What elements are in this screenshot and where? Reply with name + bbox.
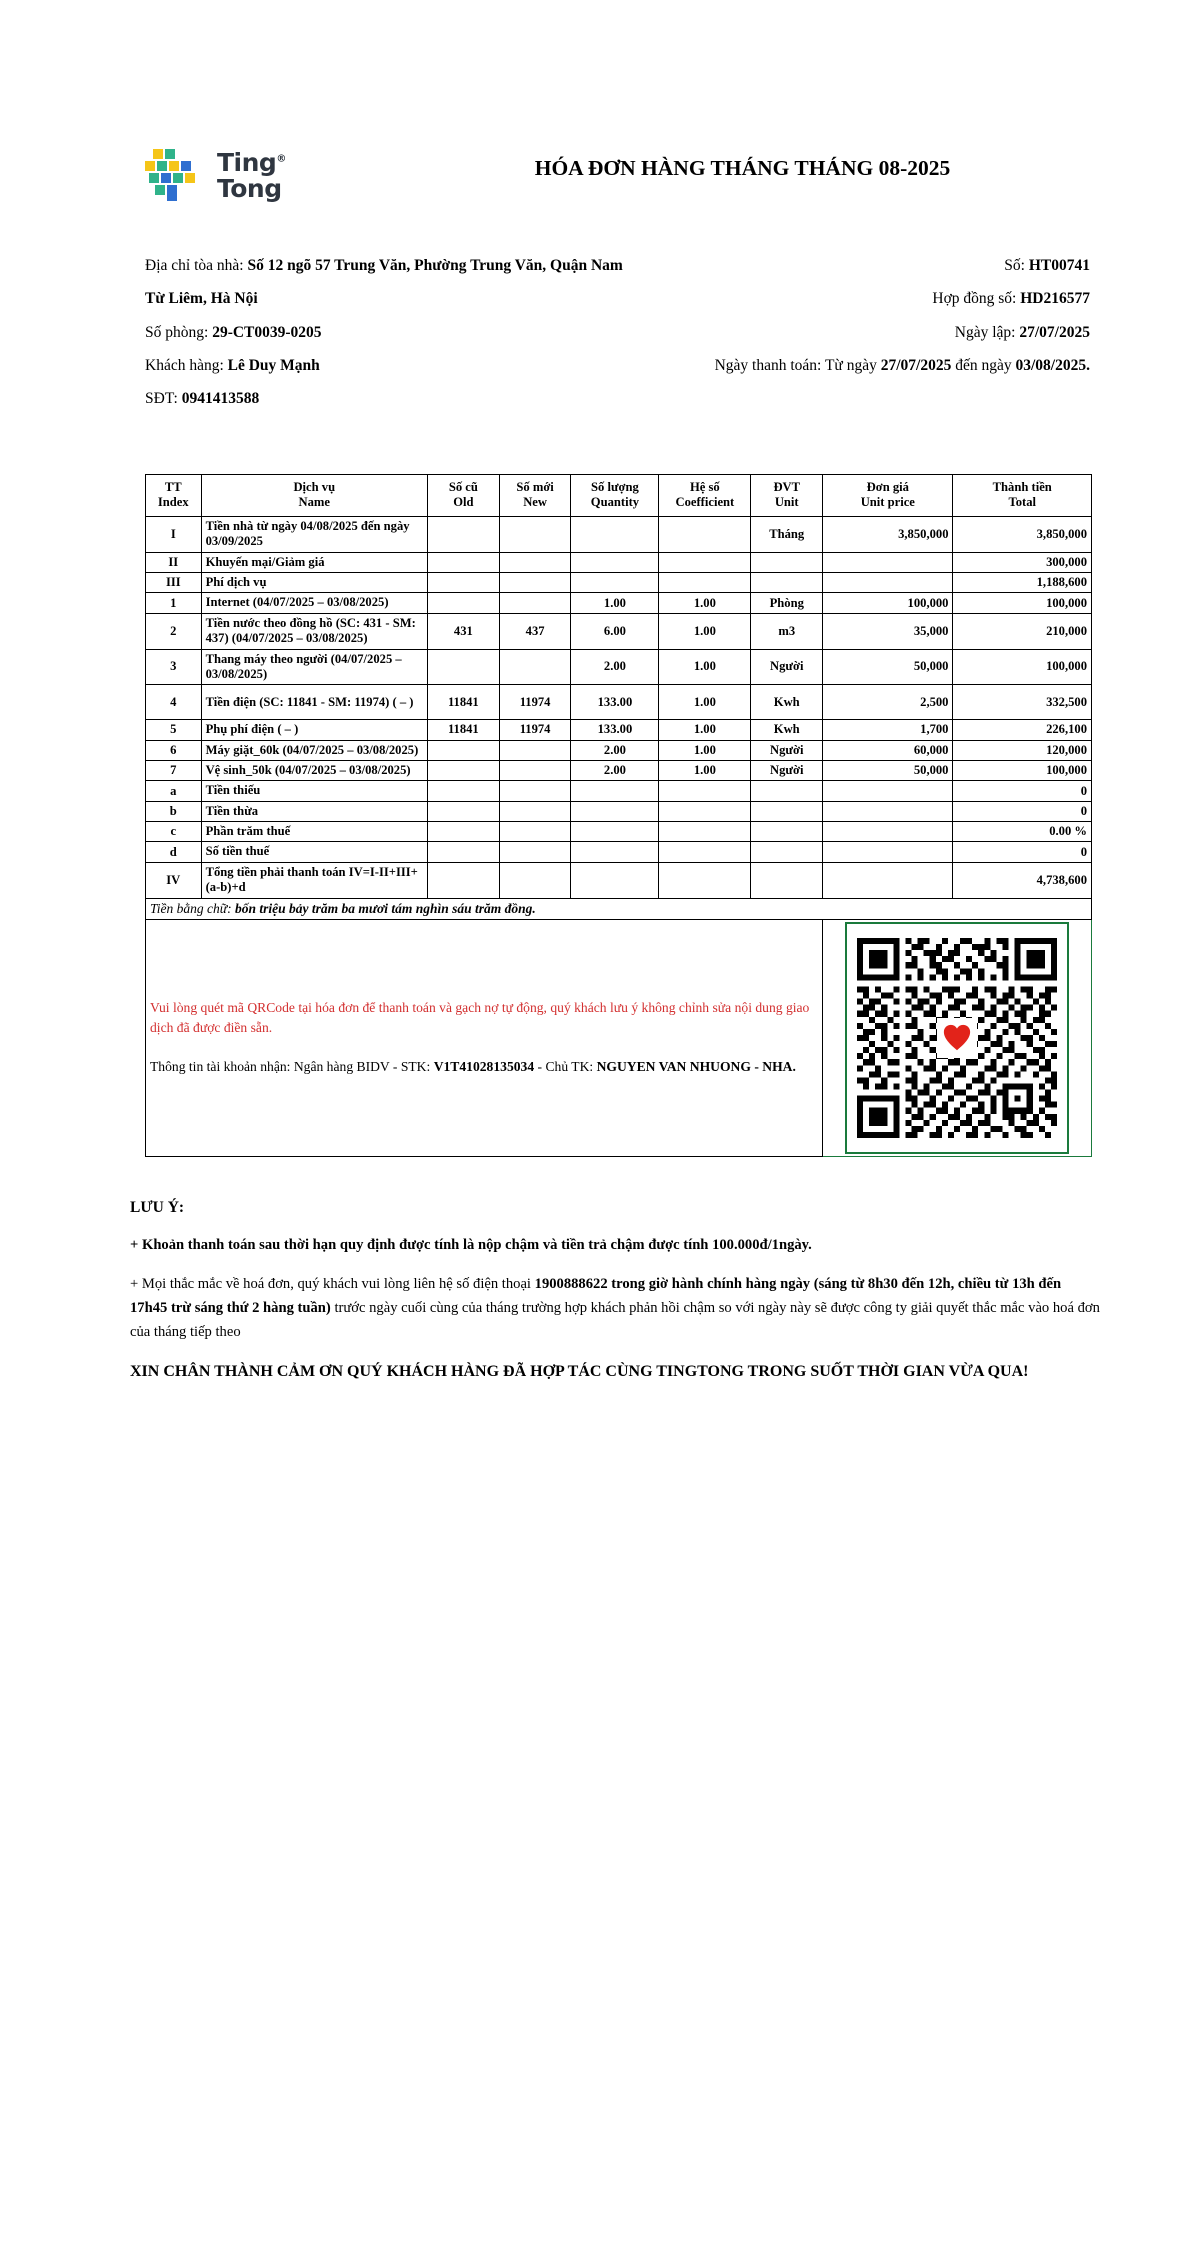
invoice-table bbox=[145, 474, 1092, 1157]
cell-name: Tiền điện (SC: 11841 - SM: 11974) ( – ) bbox=[201, 685, 427, 720]
cell-index: III bbox=[146, 573, 202, 593]
bank-account-owner-label: - Chủ TK: bbox=[537, 1058, 594, 1074]
cell-unit-price: 35,000 bbox=[823, 613, 953, 649]
cell-name: Khuyến mại/Giảm giá bbox=[201, 552, 427, 572]
cell-old bbox=[427, 842, 499, 862]
cell-name: Tiền thừa bbox=[201, 801, 427, 821]
th-total bbox=[953, 474, 1092, 516]
meta-label: Ngày thanh toán: Từ ngày bbox=[714, 356, 877, 374]
qr-code-cell bbox=[823, 919, 1092, 1156]
cell-unit bbox=[751, 573, 823, 593]
th-coefficient bbox=[659, 474, 751, 516]
cell-old bbox=[427, 552, 499, 572]
th-line2: Coefficient bbox=[675, 495, 735, 510]
brand-name-line2: Tong bbox=[217, 174, 282, 203]
meta-building-address bbox=[145, 249, 636, 316]
cell-quantity: 1.00 bbox=[571, 593, 659, 613]
cell-new bbox=[499, 862, 571, 898]
cell-total: 0 bbox=[953, 842, 1092, 862]
cell-name: Thang máy theo người (04/07/2025 – 03/08/2025) bbox=[201, 649, 427, 685]
cell-name: Vệ sinh_50k (04/07/2025 – 03/08/2025) bbox=[201, 760, 427, 780]
cell-index: a bbox=[146, 781, 202, 801]
th-line1: Số lượng bbox=[591, 479, 639, 494]
cell-unit: Người bbox=[751, 740, 823, 760]
cell-new bbox=[499, 649, 571, 685]
cell-quantity bbox=[571, 517, 659, 553]
qr-code-image[interactable] bbox=[857, 938, 1057, 1138]
cell-new: 11974 bbox=[499, 685, 571, 720]
meta-label: Số: bbox=[1004, 257, 1025, 274]
qr-logo-heart-icon bbox=[937, 1018, 977, 1058]
cell-new bbox=[499, 552, 571, 572]
cell-index: c bbox=[146, 822, 202, 842]
qr-warning-text: Vui lòng quét mã QRCode tại hóa đơn để thanh toán và gạch nợ tự động, quý khách lưu ý không chỉnh sửa nội dung giao dịch đã được điền sẵn. bbox=[150, 999, 810, 1036]
table-row bbox=[146, 760, 1092, 780]
cell-old bbox=[427, 781, 499, 801]
th-line1: Số cũ bbox=[448, 479, 478, 494]
table-row bbox=[146, 740, 1092, 760]
th-line2: Name bbox=[298, 495, 331, 510]
cell-unit-price: 50,000 bbox=[823, 760, 953, 780]
payment-note-cell bbox=[146, 919, 823, 1156]
thanks-message: XIN CHÂN THÀNH CẢM ƠN QUÝ KHÁCH HÀNG ĐÃ HỢP TÁC CÙNG TINGTONG TRONG SUỐT THỜI GIAN VỪA QUA! bbox=[130, 1363, 1029, 1381]
cell-coefficient bbox=[659, 862, 751, 898]
cell-coefficient: 1.00 bbox=[659, 685, 751, 720]
cell-unit bbox=[751, 552, 823, 572]
cell-index: 4 bbox=[146, 685, 202, 720]
cell-quantity bbox=[571, 801, 659, 821]
th-line1: Hệ số bbox=[690, 479, 720, 494]
amount-in-words-value: bốn triệu bảy trăm ba mươi tám nghìn sáu trăm đồng. bbox=[234, 900, 536, 916]
cell-coefficient: 1.00 bbox=[659, 720, 751, 740]
meta-value: Số 12 ngõ 57 Trung Văn, Phường Trung Văn, Quận Nam Từ Liêm, Hà Nội bbox=[145, 257, 623, 308]
cell-unit-price: 1,700 bbox=[823, 720, 953, 740]
cell-index: 6 bbox=[146, 740, 202, 760]
meta-label-secondary: đến ngày bbox=[955, 356, 1012, 374]
tingtong-logo-icon bbox=[145, 145, 207, 207]
bank-account-info bbox=[150, 1057, 818, 1077]
invoice-meta bbox=[0, 207, 1200, 416]
cell-quantity bbox=[571, 862, 659, 898]
cell-name: Phần trăm thuế bbox=[201, 822, 427, 842]
cell-name: Tiền thiếu bbox=[201, 781, 427, 801]
brand-name-line1: Ting bbox=[217, 147, 277, 177]
meta-contract-number bbox=[636, 282, 1090, 315]
cell-old: 11841 bbox=[427, 720, 499, 740]
table-row bbox=[146, 842, 1092, 862]
cell-unit-price bbox=[823, 862, 953, 898]
table-row bbox=[146, 552, 1092, 572]
cell-unit bbox=[751, 862, 823, 898]
cell-coefficient: 1.00 bbox=[659, 740, 751, 760]
cell-name: Tổng tiền phải thanh toán IV=I-II+III+(a-b)+d bbox=[201, 862, 427, 898]
cell-new: 437 bbox=[499, 613, 571, 649]
cell-new bbox=[499, 517, 571, 553]
cell-index: 2 bbox=[146, 613, 202, 649]
th-old bbox=[427, 474, 499, 516]
cell-unit: Người bbox=[751, 649, 823, 685]
cell-old bbox=[427, 593, 499, 613]
cell-index: I bbox=[146, 517, 202, 553]
payment-row bbox=[146, 919, 1092, 1156]
meta-right-column bbox=[636, 249, 1090, 416]
brand-logo bbox=[145, 145, 365, 207]
cell-quantity bbox=[571, 573, 659, 593]
th-quantity bbox=[571, 474, 659, 516]
cell-unit-price bbox=[823, 842, 953, 862]
cell-unit-price: 50,000 bbox=[823, 649, 953, 685]
cell-old bbox=[427, 760, 499, 780]
meta-value-secondary: 03/08/2025. bbox=[1015, 356, 1090, 374]
note-support bbox=[130, 1273, 1100, 1344]
cell-old bbox=[427, 517, 499, 553]
meta-value: HT00741 bbox=[1028, 257, 1090, 274]
note-support-hours: trong giờ hành chính hàng ngày (sáng từ 8h30 đến 12h, chiều từ 13h đến 17h45 trừ sáng thứ 2 hàng tuần) bbox=[130, 1276, 1062, 1316]
document-header bbox=[0, 0, 1200, 207]
note-late-payment bbox=[130, 1234, 1100, 1258]
notes-title: LƯU Ý: bbox=[130, 1198, 185, 1216]
table-row bbox=[146, 685, 1092, 720]
cell-total: 100,000 bbox=[953, 760, 1092, 780]
th-line2: Total bbox=[1008, 495, 1036, 510]
table-row bbox=[146, 573, 1092, 593]
table-row bbox=[146, 649, 1092, 685]
cell-old bbox=[427, 822, 499, 842]
invoice-table-wrapper bbox=[0, 416, 1200, 1157]
th-index bbox=[146, 474, 202, 516]
meta-label: Ngày lập: bbox=[954, 323, 1016, 341]
th-line2: Unit bbox=[774, 495, 799, 510]
cell-unit-price: 2,500 bbox=[823, 685, 953, 720]
brand-wordmark bbox=[217, 147, 286, 203]
cell-unit: m3 bbox=[751, 613, 823, 649]
cell-unit: Tháng bbox=[751, 517, 823, 553]
cell-coefficient bbox=[659, 781, 751, 801]
cell-total: 210,000 bbox=[953, 613, 1092, 649]
meta-value: 29-CT0039-0205 bbox=[212, 323, 322, 341]
amount-in-words-row bbox=[146, 898, 1092, 919]
cell-quantity: 2.00 bbox=[571, 760, 659, 780]
cell-index: 1 bbox=[146, 593, 202, 613]
cell-grand-total: 4,738,600 bbox=[953, 862, 1092, 898]
table-row-grand-total bbox=[146, 862, 1092, 898]
meta-issue-date bbox=[636, 316, 1090, 349]
cell-coefficient: 1.00 bbox=[659, 649, 751, 685]
th-line1: Dịch vụ bbox=[293, 479, 336, 494]
meta-customer-name bbox=[145, 349, 636, 382]
table-header-row bbox=[146, 474, 1092, 516]
invoice-table-body bbox=[146, 517, 1092, 1156]
th-line1: Số mới bbox=[516, 479, 554, 494]
cell-unit bbox=[751, 801, 823, 821]
th-unit-price bbox=[823, 474, 953, 516]
invoice-table-head bbox=[146, 474, 1092, 516]
th-line2: Unit price bbox=[860, 495, 915, 510]
bank-account-number: V1T41028135034 bbox=[433, 1058, 535, 1074]
th-line2: Index bbox=[157, 495, 189, 510]
table-row bbox=[146, 517, 1092, 553]
cell-name: Tiền nước theo đồng hồ (SC: 431 - SM: 437) (04/07/2025 – 03/08/2025) bbox=[201, 613, 427, 649]
cell-unit: Kwh bbox=[751, 720, 823, 740]
meta-customer-phone bbox=[145, 382, 636, 415]
meta-left-column bbox=[145, 249, 636, 416]
cell-name: Phụ phí điện ( – ) bbox=[201, 720, 427, 740]
meta-label: Địa chỉ tòa nhà: bbox=[145, 257, 244, 274]
cell-old bbox=[427, 862, 499, 898]
cell-quantity bbox=[571, 781, 659, 801]
cell-new bbox=[499, 573, 571, 593]
cell-coefficient bbox=[659, 573, 751, 593]
th-new bbox=[499, 474, 571, 516]
cell-total: 120,000 bbox=[953, 740, 1092, 760]
table-row bbox=[146, 613, 1092, 649]
note-support-part3: trước ngày cuối cùng của tháng trường hợp khách phản hồi chậm so với ngày này sẽ được công ty giải quyết thắc mắc vào hoá đơn của tháng tiếp theo bbox=[130, 1299, 1100, 1340]
cell-name: Internet (04/07/2025 – 03/08/2025) bbox=[201, 593, 427, 613]
cell-old bbox=[427, 649, 499, 685]
meta-value: 27/07/2025 bbox=[1019, 323, 1090, 341]
amount-in-words-label: Tiền bằng chữ: bbox=[150, 900, 232, 916]
cell-total: 300,000 bbox=[953, 552, 1092, 572]
cell-quantity: 2.00 bbox=[571, 740, 659, 760]
cell-total: 100,000 bbox=[953, 649, 1092, 685]
cell-unit: Phòng bbox=[751, 593, 823, 613]
cell-new bbox=[499, 842, 571, 862]
meta-label: SĐT: bbox=[145, 390, 178, 408]
th-line1: ĐVT bbox=[773, 479, 801, 494]
table-row bbox=[146, 781, 1092, 801]
cell-unit: Kwh bbox=[751, 685, 823, 720]
cell-total: 1,188,600 bbox=[953, 573, 1092, 593]
cell-new bbox=[499, 760, 571, 780]
cell-name: Số tiền thuế bbox=[201, 842, 427, 862]
qr-code-frame bbox=[845, 922, 1069, 1154]
cell-index: 3 bbox=[146, 649, 202, 685]
cell-index: b bbox=[146, 801, 202, 821]
th-line1: TT bbox=[164, 479, 182, 494]
cell-total: 226,100 bbox=[953, 720, 1092, 740]
cell-unit-price bbox=[823, 801, 953, 821]
cell-old bbox=[427, 801, 499, 821]
cell-total: 0 bbox=[953, 801, 1092, 821]
table-row bbox=[146, 822, 1092, 842]
brand-registered-icon: ® bbox=[276, 153, 286, 165]
cell-new bbox=[499, 781, 571, 801]
cell-total: 100,000 bbox=[953, 593, 1092, 613]
page-title: HÓA ĐƠN HÀNG THÁNG THÁNG 08-2025 bbox=[534, 156, 951, 180]
cell-unit: Người bbox=[751, 760, 823, 780]
th-name bbox=[201, 474, 427, 516]
footer-notes bbox=[0, 1157, 1200, 1385]
bank-account-prefix: Thông tin tài khoản nhận: Ngân hàng BIDV - STK: bbox=[150, 1058, 431, 1074]
cell-total: 332,500 bbox=[953, 685, 1092, 720]
meta-value: 27/07/2025 bbox=[880, 356, 952, 374]
meta-label: Số phòng: bbox=[145, 323, 209, 341]
cell-unit-price bbox=[823, 781, 953, 801]
th-unit bbox=[751, 474, 823, 516]
th-line2: Quantity bbox=[590, 495, 640, 510]
th-line2: Old bbox=[453, 495, 474, 510]
cell-quantity: 6.00 bbox=[571, 613, 659, 649]
cell-coefficient bbox=[659, 822, 751, 842]
cell-index: 5 bbox=[146, 720, 202, 740]
cell-quantity: 2.00 bbox=[571, 649, 659, 685]
table-row bbox=[146, 801, 1092, 821]
cell-coefficient bbox=[659, 552, 751, 572]
note-support-part1: + Mọi thắc mắc về hoá đơn, quý khách vui lòng liên hệ số điện thoại bbox=[130, 1276, 531, 1293]
table-row bbox=[146, 593, 1092, 613]
cell-total: 0.00 % bbox=[953, 822, 1092, 842]
cell-coefficient: 1.00 bbox=[659, 760, 751, 780]
cell-name: Tiền nhà từ ngày 04/08/2025 đến ngày 03/09/2025 bbox=[201, 517, 427, 553]
cell-old: 431 bbox=[427, 613, 499, 649]
cell-index: d bbox=[146, 842, 202, 862]
meta-room-number bbox=[145, 316, 636, 349]
cell-new bbox=[499, 593, 571, 613]
cell-coefficient bbox=[659, 517, 751, 553]
cell-new bbox=[499, 822, 571, 842]
cell-old bbox=[427, 573, 499, 593]
cell-quantity bbox=[571, 822, 659, 842]
cell-coefficient bbox=[659, 801, 751, 821]
amount-in-words-cell bbox=[146, 898, 1092, 919]
meta-invoice-number bbox=[636, 249, 1090, 282]
meta-value: Lê Duy Mạnh bbox=[227, 356, 320, 374]
bank-account-owner: NGUYEN VAN NHUONG - NHA. bbox=[596, 1058, 796, 1074]
support-phone-number: 1900888622 bbox=[534, 1276, 608, 1293]
cell-unit-price: 100,000 bbox=[823, 593, 953, 613]
cell-unit bbox=[751, 842, 823, 862]
cell-new: 11974 bbox=[499, 720, 571, 740]
meta-value: 0941413588 bbox=[181, 390, 260, 408]
cell-quantity: 133.00 bbox=[571, 720, 659, 740]
note-late-payment-text: + Khoản thanh toán sau thời hạn quy định được tính là nộp chậm và tiền trả chậm được tính 100.000đ/1ngày. bbox=[130, 1236, 812, 1253]
th-line1: Thành tiền bbox=[992, 479, 1052, 494]
cell-quantity bbox=[571, 842, 659, 862]
cell-quantity bbox=[571, 552, 659, 572]
cell-new bbox=[499, 740, 571, 760]
th-line2: New bbox=[523, 495, 547, 510]
cell-unit-price: 3,850,000 bbox=[823, 517, 953, 553]
cell-unit bbox=[751, 781, 823, 801]
cell-new bbox=[499, 801, 571, 821]
meta-label: Khách hàng: bbox=[145, 356, 224, 374]
th-line1: Đơn giá bbox=[866, 479, 909, 494]
table-row bbox=[146, 720, 1092, 740]
cell-coefficient bbox=[659, 842, 751, 862]
cell-unit-price bbox=[823, 573, 953, 593]
meta-value: HD216577 bbox=[1020, 290, 1090, 308]
meta-payment-period bbox=[636, 349, 1090, 382]
cell-name: Phí dịch vụ bbox=[201, 573, 427, 593]
cell-old bbox=[427, 740, 499, 760]
cell-unit bbox=[751, 822, 823, 842]
cell-old: 11841 bbox=[427, 685, 499, 720]
cell-unit-price bbox=[823, 552, 953, 572]
meta-label: Hợp đồng số: bbox=[932, 290, 1017, 308]
cell-index: II bbox=[146, 552, 202, 572]
cell-total: 3,850,000 bbox=[953, 517, 1092, 553]
cell-coefficient: 1.00 bbox=[659, 613, 751, 649]
cell-quantity: 133.00 bbox=[571, 685, 659, 720]
cell-coefficient: 1.00 bbox=[659, 593, 751, 613]
cell-unit-price: 60,000 bbox=[823, 740, 953, 760]
cell-unit-price bbox=[823, 822, 953, 842]
cell-name: Máy giặt_60k (04/07/2025 – 03/08/2025) bbox=[201, 740, 427, 760]
cell-total: 0 bbox=[953, 781, 1092, 801]
cell-index: 7 bbox=[146, 760, 202, 780]
cell-index: IV bbox=[146, 862, 202, 898]
